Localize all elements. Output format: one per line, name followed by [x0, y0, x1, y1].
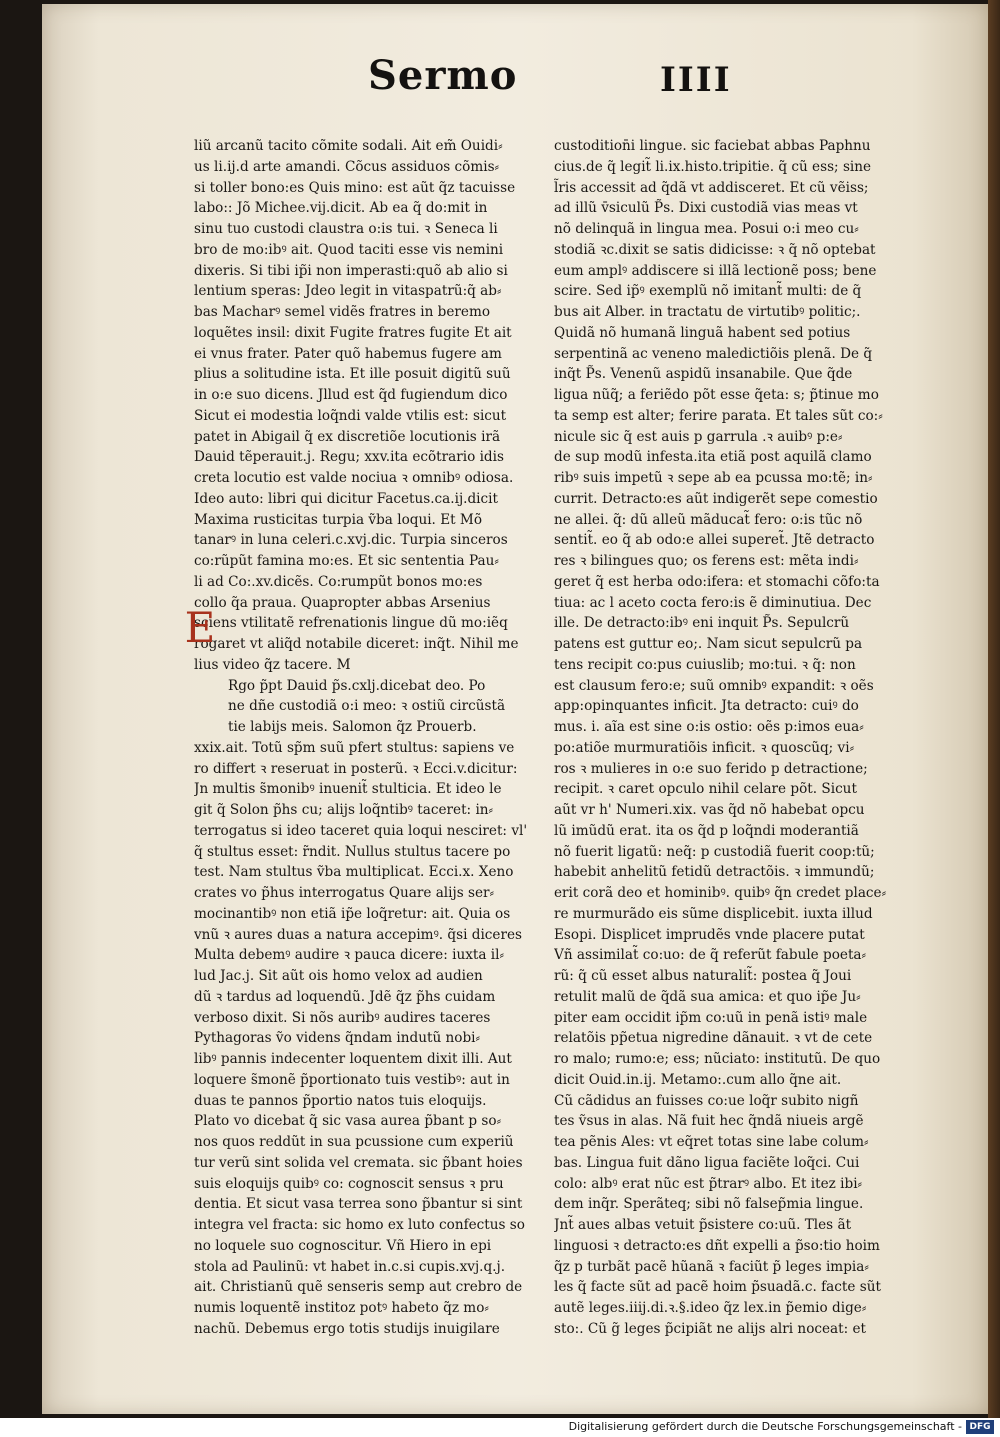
text-line: ad illũ v̄siculũ P̃s. Dixi custodiã vias meas vt: [554, 200, 858, 217]
text-line: tiua: ac l aceto cocta fero:is ẽ diminutiua. Dec: [554, 594, 872, 611]
footer-bar: [0, 1418, 1000, 1437]
text-line: creta locutio est valde nociua ꝛ omnibꝰ odiosa.: [194, 470, 514, 486]
funding-note: Digitalisierung gefördert durch die Deutsche Forschungsgemeinschaft -: [568, 1420, 962, 1433]
text-line: lũ imũdũ erat. ita os q̃d p loq̃ndi moderantiã: [554, 822, 859, 839]
text-line: res ꝛ bilingues quo; os ferens est: mẽta indi⸗: [554, 553, 859, 569]
text-line: liũ arcanũ tacito cõmite sodali. Ait em̃ Ouidi⸗: [194, 138, 503, 154]
text-line: cius.de q̃ legit̃ li.ix.histo.tripitie. q̃ cũ ess; sine: [554, 158, 872, 175]
text-line: ne dñe custodiã o:i meo: ꝛ ostiũ circũstã: [228, 698, 506, 715]
text-line: ta semp est alter; ferire parata. Et tales sũt co:⸗: [554, 407, 883, 424]
text-line: crates vo p̃hus interrogatus Quare alijs ser⸗: [194, 885, 495, 901]
text-line: li ad Co:.xv.dicẽs. Co:rumpũt bonos mo:es: [194, 573, 483, 590]
text-line: tie labijs meis. Salomon q̃z Prouerb.: [228, 719, 477, 735]
text-line: re murmurãdo eis sũme displicebit. iuxta illud: [554, 905, 873, 922]
text-line: Pythagoras ṽo videns q̃ndam indutũ nobi⸗: [194, 1030, 481, 1047]
text-line: Plato vo dicebat q̃ sic vasa aurea p̃bant p so⸗: [194, 1113, 502, 1130]
text-line: bas. Lingua fuit dãno ligua faciẽte loq̃ci. Cui: [554, 1154, 860, 1171]
text-line: dentia. Et sicut vasa terrea sono p̃bantur si sint: [194, 1196, 523, 1213]
text-line: lentium speras: Jdeo legit in vitaspatrũ:q̃ ab⸗: [194, 283, 502, 300]
text-line: ille. De detracto:ibꝰ eni inquit P̃s. Sepulcrũ: [554, 615, 850, 632]
text-line: verboso dixit. Si nõs auribꝰ audires taceres: [194, 1009, 491, 1026]
text-line: rogaret vt aliq̃d notabile diceret: inq̃t. Nihil me: [194, 636, 519, 652]
text-line: stola ad Paulinũ: vt habet in.c.si cupis.xvj.q.j.: [194, 1258, 506, 1275]
text-line: mocinantibꝰ non etiã ip̃e loq̃retur: ait. Quia os: [194, 905, 511, 922]
text-line: collo q̃a praua. Quapropter abbas Arsenius: [194, 594, 491, 611]
text-line: plius a solitudine ista. Et ille posuit digitũ suũ: [194, 366, 511, 383]
text-line: patet in Abigail q̃ ex discretiõe locutionis irã: [194, 428, 501, 445]
rubricated-initial: E: [184, 603, 216, 652]
text-line: Rgo p̃pt Dauid p̃s.cxlj.dicebat deo. Po: [228, 677, 486, 694]
text-line: Cũ cãdidus an fuisses co:ue loq̃r subito nigñ: [554, 1092, 859, 1109]
text-line: retulit malũ de q̃dã sua amica: et quo ip̃e Ju⸗: [554, 988, 861, 1005]
text-line: ros ꝛ mulieres in o:e suo ferido p detractione;: [554, 760, 868, 777]
text-line: les q̃ facte sũt ad pacẽ hoim p̃suadã.c. facte sũt: [554, 1279, 881, 1296]
text-line: q̃ stultus esset: r̃ndit. Nullus stultus tacere po: [194, 843, 511, 860]
text-line: Ideo auto: libri qui dicitur Facetus.ca.ij.dicit: [194, 490, 498, 507]
text-column-left: [194, 136, 534, 1340]
text-line: Esopi. Displicet imprudẽs vnde placere putat: [554, 926, 865, 943]
text-line: Sicut ei modestia loq̃ndi valde vtilis est: sicut: [194, 407, 507, 424]
text-line: geret q̃ est herba odo:ifera: et stomachi cõfo:ta: [554, 573, 880, 590]
text-line: dicit Ouid.in.ij. Metamo:.cum allo q̃ne ait.: [554, 1071, 842, 1088]
text-line: po:atiõe murmuratiõis inficit. ꝛ quoscũq; vi⸗: [554, 739, 855, 756]
text-line: duas te pannos p̃portio natos tuis eloquijs.: [194, 1092, 487, 1109]
text-line: dem inq̃r. Sperãteq; sibi nõ falsep̃mia lingue.: [554, 1196, 864, 1213]
text-line: rũ: q̃ cũ esset albus naturalit̃: postea q̃ Joui: [554, 968, 852, 984]
text-line: de sup modũ infesta.ita etiã post aquilã clamo: [554, 449, 872, 466]
book-edge: [988, 0, 1000, 1418]
text-line: habebit anhelitũ fetidũ detractõis. ꝛ immundũ;: [554, 864, 875, 881]
text-line: serpentinã ac veneno maledictiõis plenã. De q̃: [554, 345, 873, 362]
text-line: bus ait Alber. in tractatu de virtutibꝰ politic;.: [554, 304, 861, 320]
text-line: nicule sic q̃ est auis p garrula .ꝛ auibꝰ p:e⸗: [554, 428, 843, 445]
text-line: ribꝰ suis impetũ ꝛ sepe ab ea pcussa mo:tẽ; in⸗: [554, 470, 873, 486]
text-line: in o:e suo dicens. Jllud est q̃d fugiendum dico: [194, 387, 508, 403]
text-line: l̃ris accessit ad q̃dã vt addisceret. Et cũ vẽiss;: [554, 179, 869, 196]
text-line: aũt vr h' Numeri.xix. vas q̃d nõ habebat opcu: [554, 802, 865, 818]
text-line: lud Jac.j. Sit aũt ois homo velox ad audien: [194, 968, 483, 984]
text-line: co:rũpũt famina mo:es. Et sic sententia Pau⸗: [194, 553, 499, 569]
text-line: custodition̄i lingue. sic faciebat abbas Paphnu: [554, 138, 871, 154]
text-line: vnũ ꝛ aures duas a natura accepimꝰ. q̃si diceres: [194, 926, 522, 943]
text-line: ait. Christianũ quẽ senseris semp aut crebro de: [194, 1279, 523, 1296]
text-line: piter eam occidit ip̃m co:uũ in penã istiꝰ male: [554, 1009, 868, 1026]
text-line: ro malo; rumo:e; ess; nũciato: institutũ. De quo: [554, 1051, 881, 1067]
text-line: ei vnus frater. Pater quõ habemus fugere am: [194, 345, 502, 362]
text-line: labo:: Jõ Michee.vij.dicit. Ab ea q̃ do:mit in: [194, 200, 488, 217]
text-line: sinu tuo custodi claustra o:is tui. ꝛ Seneca li: [194, 221, 498, 237]
text-line: nachũ. Debemus ergo totis studijs inuigilare: [194, 1320, 500, 1337]
text-line: currit. Detracto:es aũt indigerẽt sepe comestio: [554, 490, 878, 507]
text-line: tens recipit co:pus cuiuslib; mo:tui. ꝛ q̃: non: [554, 656, 856, 673]
text-line: patens est guttur eo;. Nam sicut sepulcrũ pa: [554, 636, 863, 652]
text-line: Jnt̃ aues albas vetuit p̃sistere co:uũ. Tles ãt: [554, 1217, 852, 1233]
text-line: inq̃t P̃s. Venenũ aspidũ insanabile. Que q̃de: [554, 366, 853, 383]
running-header: Sermo: [368, 52, 518, 99]
text-line: ne allei. q̃: dũ alleũ mãducat̃ fero: o:is tũc nõ: [554, 511, 863, 528]
text-line: bro de mo:ibꝰ ait. Quod taciti esse vis nemini: [194, 241, 504, 258]
text-line: Vñ assimilat̃ co:uo: de q̃ referũt fabule poeta⸗: [554, 947, 867, 964]
text-column-right: [554, 136, 899, 1340]
text-line: libꝰ pannis indecenter loquentem dixit illi. Aut: [194, 1051, 512, 1067]
text-line: sto:. Cũ g̃ leges p̃cipiãt ne alijs alri noceat: et: [554, 1320, 867, 1337]
text-line: git q̃ Solon p̃hs cu; alijs loq̃ntibꝰ taceret: in⸗: [194, 802, 494, 818]
text-line: test. Nam stultus ṽba multiplicat. Ecci.x. Xeno: [194, 864, 514, 881]
folio-number: IIII: [660, 60, 732, 100]
text-line: Maxima rusticitas turpia ṽba loqui. Et Mõ: [194, 511, 483, 528]
text-line: recipit. ꝛ caret opculo nihil celare põt. Sicut: [554, 781, 857, 798]
text-line: Jn multis s̃monibꝰ inuenit̃ stulticia. Et ideo le: [194, 781, 502, 798]
text-line: q̃z p turbãt pacẽ hũanã ꝛ faciũt p̃ leges impia⸗: [554, 1258, 869, 1275]
text-line: xxix.ait. Totũ sp̃m suũ pfert stultus: sapiens ve: [194, 739, 515, 756]
text-line: eum amplꝰ addiscere si illã lectionẽ poss; bene: [554, 262, 877, 279]
text-line: est clausum fero:e; suũ omnibꝰ expandit: ꝛ oẽs: [554, 677, 874, 694]
text-line: suis eloquijs quibꝰ co: cognoscit sensus ꝛ pru: [194, 1175, 504, 1192]
text-line: colo: albꝰ erat nũc est p̃trarꝰ albo. Et itez ibi⸗: [554, 1175, 863, 1192]
text-line: tur verũ sint solida vel cremata. sic p̃bant hoies: [194, 1154, 523, 1171]
text-line: Multa debemꝰ audire ꝛ pauca dicere: iuxta il⸗: [194, 947, 504, 964]
dfg-logo: DFG: [966, 1420, 994, 1434]
text-line: ro differt ꝛ reseruat in posterũ. ꝛ Ecci.v.dicitur:: [194, 760, 518, 777]
text-line: lius video q̃z tacere. M: [194, 656, 351, 673]
text-line: erit corã deo et hominibꝰ. quibꝰ q̃n credet place⸗: [554, 885, 887, 901]
text-line: relatõis pp̃etua nigredine dãnauit. ꝛ vt de cete: [554, 1030, 873, 1047]
text-line: linguosi ꝛ detracto:es dñt expelli a p̃so:tio hoim: [554, 1237, 880, 1254]
text-line: dixeris. Si tibi ip̃i non imperasti:quõ ab alio si: [194, 262, 508, 279]
text-line: mus. i. aĩa est sine o:is ostio: oẽs p:imos eua⸗: [554, 719, 864, 735]
text-line: no loquele suo cognoscitur. Vñ Hiero in epi: [194, 1237, 492, 1254]
text-line: sciens vtilitatẽ refrenationis lingue dũ mo:iẽq: [194, 615, 508, 632]
text-line: loquere s̃monẽ p̃portionato tuis vestibꝰ: aut in: [194, 1071, 510, 1088]
text-line: loquẽtes insil: dixit Fugite fratres fugite Et ait: [194, 324, 512, 341]
text-line: stodiã ꝛc.dixit se satis didicisse: ꝛ q̃ nõ optebat: [554, 241, 876, 258]
text-line: terrogatus si ideo taceret quia loqui nesciret: vl': [194, 822, 528, 839]
text-line: nos quos reddũt in sua pcussione cum experiũ: [194, 1134, 514, 1150]
text-line: si toller bono:es Quis mino: est aũt q̃z tacuisse: [194, 179, 516, 196]
text-line: Quidã nõ humanã linguã habent sed potius: [554, 324, 851, 341]
text-line: Dauid tẽperauit.j. Regu; xxv.ita ecõtrario idis: [194, 449, 504, 466]
text-line: integra vel fracta: sic homo ex luto confectus so: [194, 1217, 525, 1233]
text-line: numis loquentẽ institoz potꝰ habeto q̃z mo⸗: [194, 1300, 489, 1316]
text-line: nõ delinquã in lingua mea. Posui o:i meo cu⸗: [554, 221, 859, 237]
text-line: us li.ij.d arte amandi. Cõcus assiduos cõmis⸗: [194, 158, 500, 175]
text-line: autẽ leges.iiij.di.ꝛ.§.ideo q̃z lex.in p̃emio dige⸗: [554, 1300, 867, 1316]
text-line: tea pẽnis Ales: vt eq̃ret totas sine labe colum⸗: [554, 1134, 869, 1150]
text-line: app:opinquantes inficit. Jta detracto: cuiꝰ do: [554, 698, 859, 715]
text-line: bas Macharꝰ semel vidẽs fratres in beremo: [194, 304, 491, 320]
text-line: ligua nũq̃; a feriẽdo põt esse q̃eta: s; p̃tinue mo: [554, 387, 879, 403]
text-line: tes ṽsus in alas. Nã fuit hec q̃ndã niueis argẽ: [554, 1113, 864, 1130]
text-line: scire. Sed ip̃ꝰ exemplũ nõ imitant̃ multi: de q̃: [554, 283, 862, 300]
text-line: dũ ꝛ tardus ad loquendũ. Jdẽ q̃z p̃hs cuidam: [194, 988, 496, 1005]
text-line: sentit̃. eo q̃ ab odo:e allei superet̃. Jtẽ detracto: [554, 532, 875, 549]
text-line: tanarꝰ in luna celeri.c.xvj.dic. Turpia sinceros: [194, 532, 508, 549]
text-line: nõ fuerit ligatũ: neq̃: p custodiã fuerit coop:tũ;: [554, 843, 875, 860]
